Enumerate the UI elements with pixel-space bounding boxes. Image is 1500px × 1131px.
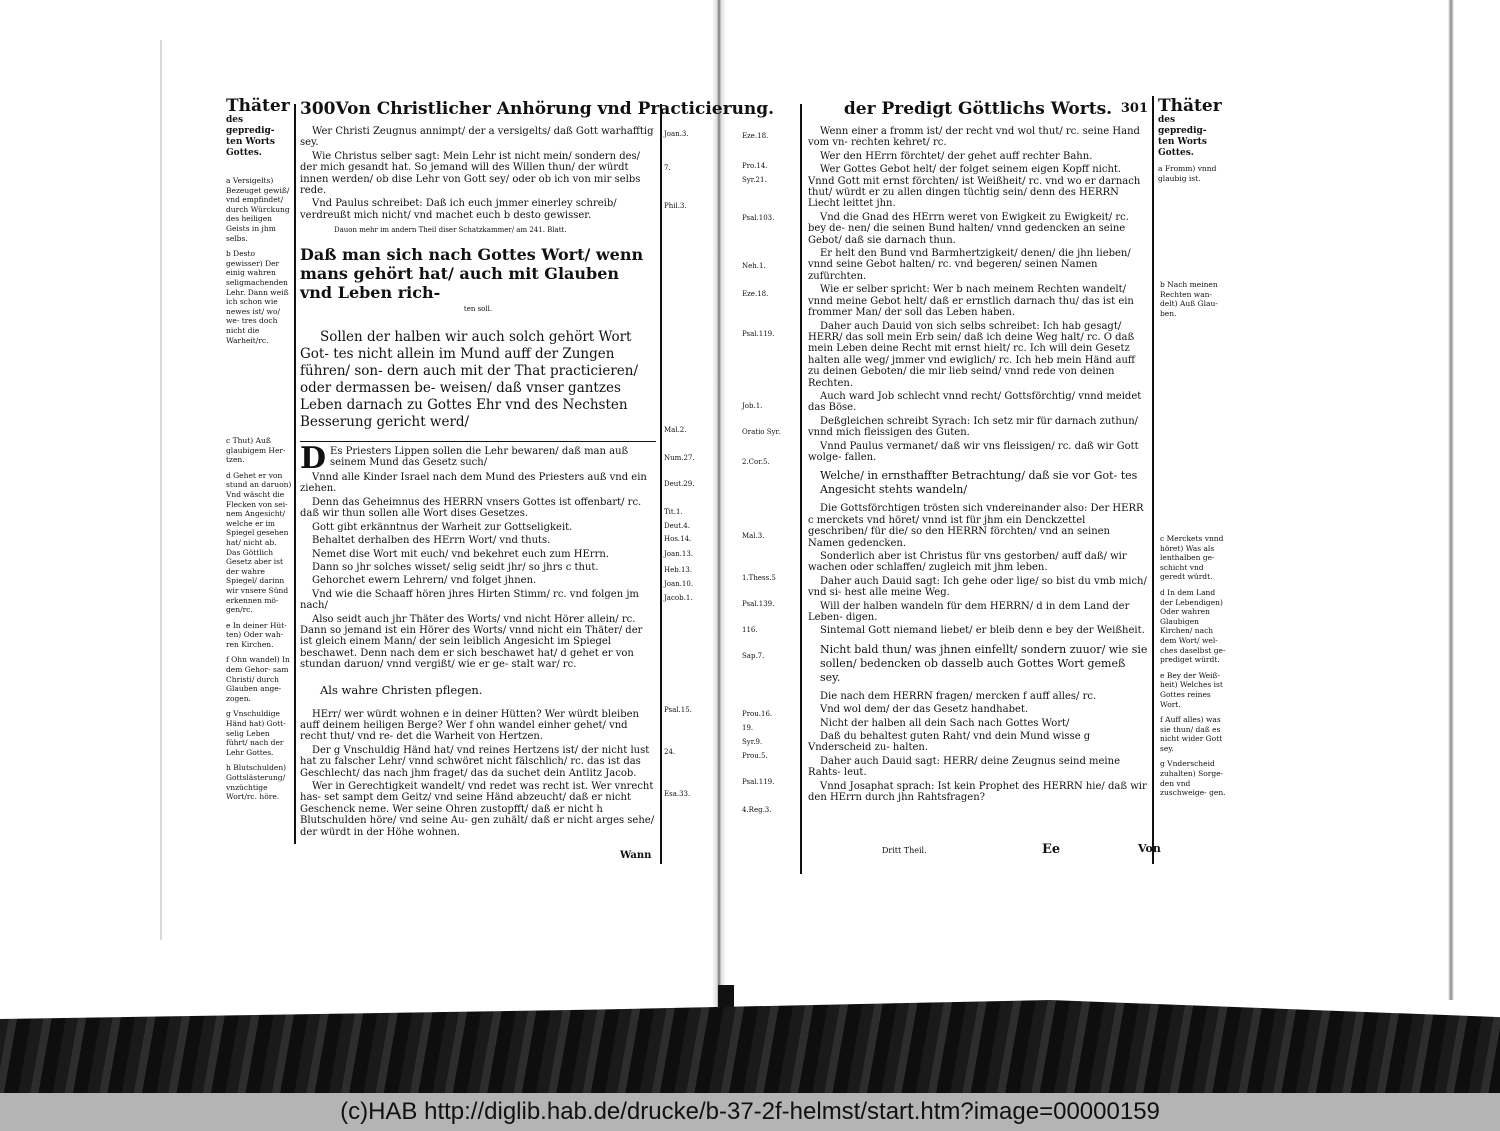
bible-reference: Phil.3. [664, 202, 687, 210]
paragraph: Vnnd alle Kinder Israel nach dem Mund des Priesters auß vnd ein ziehen. [300, 472, 647, 495]
bible-reference: 24. [664, 748, 676, 756]
margin-gloss: a Fromm) vnnd glaubig ist. [1158, 164, 1217, 183]
paragraph: HErr/ wer würdt wohnen e in deiner Hütten? Wer würdt bleiben auff deinem heiligen Berge? Wer f ohn wandel einher gehet/ vnd recht thut/ vnd re- det die Warheit von Hertzen. [300, 708, 639, 743]
paragraph: Auch ward Job schlecht vnnd recht/ Gottsförchtig/ vnnd meidet das Böse. [808, 390, 1142, 414]
verse-line: Gehorchet ewern Lehrern/ vnd folget jhnen. [312, 575, 537, 587]
bible-reference: Deut.4. [664, 522, 690, 530]
bible-reference: Deut.29. [664, 480, 695, 488]
bible-reference: Job.1. [742, 402, 763, 410]
bible-reference: Syr.21. [742, 176, 767, 184]
bible-reference: Eze.18. [742, 132, 769, 140]
paragraph: Sonderlich aber ist Christus für vns gestorben/ auff daß/ wir wachen oder schlaffen/ zugleich mit jhm leben. [808, 551, 1127, 574]
right-glosses-lower [1160, 534, 1226, 804]
paragraph: Daher auch Dauid von sich selbs schreibet: Ich hab gesagt/ HERR/ das soll mein Erb sein/ daß ich deine Weg halt/ rc. O daß mein Leben deine Recht mit ernst hielt/ rc. Ich will dein Gesetz halten alle weg/ jmmer vnd ewiglich/ rc. Ich heb mein Händ auff zu deinen Geboten/ die mir lieb seind/ vnnd rede von deinen Rechten. [808, 320, 1135, 389]
bible-reference: 2.Cor.5. [742, 458, 770, 466]
right-outer-rule [800, 104, 802, 874]
section-heading: Welche/ in ernsthaffter Betrachtung/ daß sie vor Got- tes Angesicht stehts wandeln/ [820, 469, 1138, 497]
paragraph: Es Priesters Lippen sollen die Lehr bewaren/ daß man auß seinem Mund das Gesetz such/ [330, 446, 629, 469]
bible-reference: Joan.13. [664, 550, 694, 558]
page-number: 300 [300, 99, 336, 119]
paragraph: Sintemal Gott niemand liebet/ er bleib denn e bey der Weißheit. [820, 625, 1145, 637]
right-page-edge [1448, 0, 1454, 1000]
bible-reference: Jacob.1. [664, 594, 693, 602]
bible-reference: Joan.3. [664, 130, 689, 138]
paragraph: Vnnd Paulus vermanet/ daß wir vns fleissigen/ rc. daß wir Gott wolge- fallen. [808, 440, 1139, 463]
paragraph: Er helt den Bund vnd Barmhertzigkeit/ denen/ die jhn lieben/ vnnd seine Gebot halten/ rc. vnd begeren/ seinen Namen zufürchten. [808, 248, 1131, 282]
margin-gloss: h Blutschulden) Gottslästerung/ vnzüchtige Wort/rc. höre. [226, 763, 287, 802]
paragraph: Der g Vnschuldig Händ hat/ vnd reines Hertzens ist/ der nicht lust hat zu falscher Lehr/ vnnd schwöret nicht fälschlich/ rc. das ist das Geschlecht/ das nach jhm fraget/ das da suchet dein Antlitz Jacob. [300, 744, 650, 779]
bible-reference: 4.Reg.3. [742, 806, 772, 814]
catchword: Von [1138, 842, 1161, 855]
verse-line: Nemet dise Wort mit euch/ vnd bekehret euch zum HErrn. [312, 548, 609, 560]
right-side-title [1158, 98, 1224, 159]
side-title-line: Thäter [1158, 96, 1222, 116]
side-title-line: ten Worts [1158, 137, 1207, 147]
paragraph: Daher auch Dauid sagt: HERR/ deine Zeugnus seind meine Rahts- leut. [808, 755, 1120, 779]
margin-gloss: e In deiner Hüt- ten) Oder wah- ren Kirchen. [226, 620, 287, 649]
bible-reference: Num.27. [664, 454, 695, 462]
section-heading: Nicht bald thun/ was jhnen einfellt/ sondern zuuor/ wie sie sollen/ bedencken ob dasselb auch Gottes Wort gemeß sey. [820, 642, 1148, 684]
verse-line: Die nach dem HERRN fragen/ mercken f auff alles/ rc. [820, 690, 1097, 702]
bible-reference: Prou.5. [742, 752, 768, 760]
margin-gloss: c Merckets vnnd höret) Was als lenthalben ge- schicht vnd geredt würdt. [1160, 534, 1224, 582]
verse-line: Nicht der halben all dein Sach nach Gottes Wort/ [820, 717, 1070, 729]
right-reference-column [742, 0, 798, 900]
signature-mark: Ee [1042, 842, 1061, 857]
bible-reference: Joan.10. [664, 580, 694, 588]
dropcap-paragraph [300, 441, 656, 477]
bible-reference: Tit.1. [664, 508, 683, 516]
left-page-edge [160, 40, 162, 940]
section-heading: Daß man sich nach Gottes Wort/ wenn mans gehört hat/ auch mit Glauben vnd Leben rich- [300, 244, 644, 302]
margin-gloss: f Ohn wandel) In dem Gehor- sam Christi/ durch Glauben ange- zogen. [226, 655, 290, 703]
bible-reference: Hos.14. [664, 535, 692, 543]
bible-reference: 1.Thess.5 [742, 574, 776, 582]
section-heading-end: ten soll. [463, 304, 493, 313]
left-side-title [226, 98, 290, 159]
verse-line: Vnd wol dem/ der das Gesetz handhabet. [820, 704, 1029, 716]
verse-line: Behaltet derhalben des HErrn Wort/ vnd thuts. [312, 535, 551, 547]
paragraph: Daher auch Dauid sagt: Ich gehe oder lige/ so bist du vmb mich/ vnd si- hest alle meine Weg. [808, 575, 1147, 599]
margin-gloss: d In dem Land der Lebendigen) Oder wahren Glaubigen Kirchen/ nach dem Wort/ wel- ches daselbst ge- prediget würdt. [1160, 587, 1226, 665]
bible-reference: Prou.16. [742, 710, 773, 718]
paragraph: Vnd Paulus schreibet: Daß ich euch jmmer einerley schreib/ verdreußt mich nicht/ vnd machet euch b desto gewisser. [300, 198, 617, 221]
signature-line: Dritt Theil. [882, 846, 927, 855]
margin-gloss: f Auff alles) was sie thun/ daß es nicht wider Gott sey. [1160, 715, 1223, 753]
paragraph: Will der halben wandeln für dem HERRN/ d in dem Land der Leben- digen. [808, 600, 1130, 624]
margin-gloss: g Vnderscheid zuhalten) Sorge- den vnd zuschweige- gen. [1160, 759, 1226, 798]
bible-reference: Heb.13. [664, 566, 693, 574]
bible-reference: Neh.1. [742, 262, 766, 270]
margin-gloss: g Vnschuldige Händ hat) Gott- selig Leben führt/ nach der Lehr Gottes. [226, 709, 286, 757]
section-divider [300, 441, 656, 442]
margin-gloss: b Desto gewisser) Der einig wahren seligmachenden Lehr. Dann weiß ich schon wie newes ist/ wo/ we- tres doch nicht die Warheit/rc. [226, 249, 289, 345]
running-head-text: der Predigt Göttlichs Worts. [843, 99, 1113, 119]
bible-reference: Psal.139. [742, 600, 775, 608]
paragraph: Deßgleichen schreibt Syrach: Ich setz mir für darnach zuthun/ vnnd mich fleissigen des Guten. [808, 415, 1139, 439]
paragraph: Wer Christi Zeugnus annimpt/ der a versigelts/ daß Gott warhafftig sey. [300, 126, 654, 149]
side-title-line: des gepredig- [1158, 115, 1207, 136]
paragraph: Wie er selber spricht: Wer b nach meinem Rechten wandelt/ vnnd meine Gebot helt/ daß er ernstlich darnach thu/ das ist ein frommer Man/ der soll das Leben haben. [808, 284, 1134, 319]
bible-reference: Sap.7. [742, 652, 765, 660]
paragraph: Denn das Geheimnus des HERRN vnsers Gottes ist offenbart/ rc. daß wir thun sollen alle Wort dises Gesetzes. [300, 496, 642, 520]
verse-line: Gott gibt erkänntnus der Warheit zur Gottseligkeit. [312, 521, 573, 533]
paragraph: Wenn einer a fromm ist/ der recht vnd wol thut/ rc. seine Hand vom vn- rechten kehret/ rc. [808, 126, 1140, 149]
bible-reference: Psal.103. [742, 214, 775, 222]
bible-reference: Pro.14. [742, 162, 768, 170]
running-head [808, 98, 1148, 120]
bible-reference: Esa.33. [664, 790, 691, 798]
cross-reference-note: Dauon mehr im andern Theil diser Schatzkammer/ am 241. Blatt. [334, 226, 567, 235]
right-gloss-b [1160, 280, 1226, 324]
bible-reference: 7. [664, 164, 671, 172]
running-head-text: Von Christlicher Anhörung vnd Practicierung. [335, 99, 775, 119]
paragraph: Wie Christus selber sagt: Mein Lehr ist nicht mein/ sondern des/ der mich gesandt hat. So jemand will des Willen thun/ der würdt innen werden/ ob dise Lehr von Gott sey/ oder ob ich von mir selbs rede. [300, 150, 641, 197]
credit-url: (c)HAB http://diglib.hab.de/drucke/b-37-2f-helmst/start.htm?image=00000159 [340, 1098, 1160, 1125]
bible-reference: 19. [742, 724, 754, 732]
paragraph: Vnnd Josaphat sprach: Ist kein Prophet des HERRN hie/ daß wir den HErrn durch jhn Rahtsfragen? [808, 780, 1147, 804]
side-title-line: Gottes. [1158, 148, 1194, 158]
left-glosses-top [226, 176, 292, 351]
bible-reference: Psal.15. [664, 706, 692, 714]
section-heading: Als wahre Christen pflegen. [320, 682, 483, 697]
margin-gloss: e Bey der Weiß- heit) Welches ist Gottes reines Wort. [1160, 670, 1223, 709]
side-title-line: des gepredig- [226, 115, 275, 136]
margin-gloss: a Versigelts) Bezeuget gewiß/ vnd empfindet/ durch Würckung des heiligen Geists in jhm selbs. [226, 176, 290, 243]
margin-gloss: c Thut) Auß glaubigem Her- tzen. [226, 436, 286, 465]
left-reference-column [664, 0, 708, 900]
verse-line: Daß du behaltest guten Raht/ vnd dein Mund wisse g Vnderscheid zu- halten. [808, 731, 1091, 754]
page-number: 301 [1120, 101, 1148, 116]
margin-gloss: d Gehet er von stund an daruon) Vnd wäscht die Flecken von sei- nem Angesicht/ welche er im Spiegel gesehen hat/ nicht ab. Das Göttlich Gesetz aber ist der wahre Spiegel/ darinn wir vnsere Sünd erkennen mö- gen/rc. [226, 470, 292, 615]
bible-reference: 116. [742, 626, 758, 634]
book-gutter [712, 0, 726, 1040]
bible-reference: Mal.2. [664, 426, 687, 434]
paragraph: Die Gottsförchtigen trösten sich vndereinander also: Der HERR c merckets vnd höret/ vnnd ist für jhm ein Denckzettel geschriben/ für die/ so den HERRN förchten/ vnd an seinen Namen gedencken. [808, 503, 1144, 549]
side-title-line: Gottes. [226, 148, 262, 158]
side-title-line: Thäter [226, 96, 290, 116]
paragraph: Vnd die Gnad des HErrn weret von Ewigkeit zu Ewigkeit/ rc. bey de- nen/ die seinen Bund halten/ vnnd gedencken an seine Gebot/ daß sie darnach thun. [808, 211, 1129, 246]
left-inner-rule [294, 104, 296, 844]
catchword: Wann [620, 850, 652, 861]
credit-bar [0, 1093, 1500, 1131]
paragraph: Also seidt auch jhr Thäter des Worts/ vnd nicht Hörer allein/ rc. Dann so jemand ist ein Hörer des Worts/ vnnd nicht ein Thäter/ der ist gleich einem Mann/ der sein leiblich Angesicht im Spiegel beschawet. Denn nach dem er sich beschawet hat/ d gehet er von stundan daruon/ vnnd vergißt/ wie er ge- stalt war/ rc. [300, 613, 643, 671]
left-outer-rule [660, 104, 662, 864]
running-head [300, 98, 775, 120]
right-inner-rule [1152, 96, 1154, 864]
bible-reference: Eze.18. [742, 290, 769, 298]
bible-reference: Psal.119. [742, 330, 775, 338]
bible-reference: Oratio Syr. [742, 428, 781, 436]
bible-reference: Mal.3. [742, 532, 765, 540]
paragraph: Wer den HErrn förchtet/ der gehet auff rechter Bahn. [820, 150, 1093, 162]
section-intro: Sollen der halben wir auch solch gehört Wort Got- tes nicht allein im Mund auff der Zungen führen/ son- dern auch mit der That practicieren/ oder dermassen be- weisen/ daß vnser gantzes Leben darnach zu Gottes Ehr vnd des Nechsten Besserung gericht werd/ [300, 329, 639, 431]
drop-capital: D [300, 441, 327, 477]
paragraph: Wer Gottes Gebot helt/ der folget seinem eigen Kopff nicht. Vnnd Gott mit ernst förchten/ ist Weißheit/ rc. vnd wo er darnach thut/ würdt er zu allen dingen tüchtig sein/ denn des HERRN Liecht leittet jhn. [808, 164, 1141, 210]
paragraph: Wer in Gerechtigkeit wandelt/ vnd redet was recht ist. Wer vnrecht has- set sampt dem Geitz/ vnd seine Händ abzeucht/ daß er nicht Geschenck neme. Wer seine Ohren zustopfft/ daß er nicht h Blutschulden höre/ vnd seine Au- gen zuhält/ daß er nicht arges sehe/ der würdt in der Höhe wohnen. [300, 781, 655, 838]
right-body [808, 98, 1148, 806]
side-title-line: ten Worts [226, 137, 275, 147]
margin-gloss: b Nach meinen Rechten wan- delt) Auß Glau- ben. [1160, 280, 1218, 318]
verse-line: Dann so jhr solches wisset/ selig seidt jhr/ so jhrs c thut. [312, 561, 599, 573]
bible-reference: Syr.9. [742, 738, 763, 746]
scan-edge-shadow [0, 1000, 1500, 1095]
bible-reference: Psal.119. [742, 778, 775, 786]
left-glosses-bottom [226, 436, 292, 808]
verse-line: Vnd wie die Schaaff hören jhres Hirten Stimm/ rc. vnd folgen jm nach/ [300, 588, 639, 612]
right-gloss-a [1158, 164, 1224, 189]
